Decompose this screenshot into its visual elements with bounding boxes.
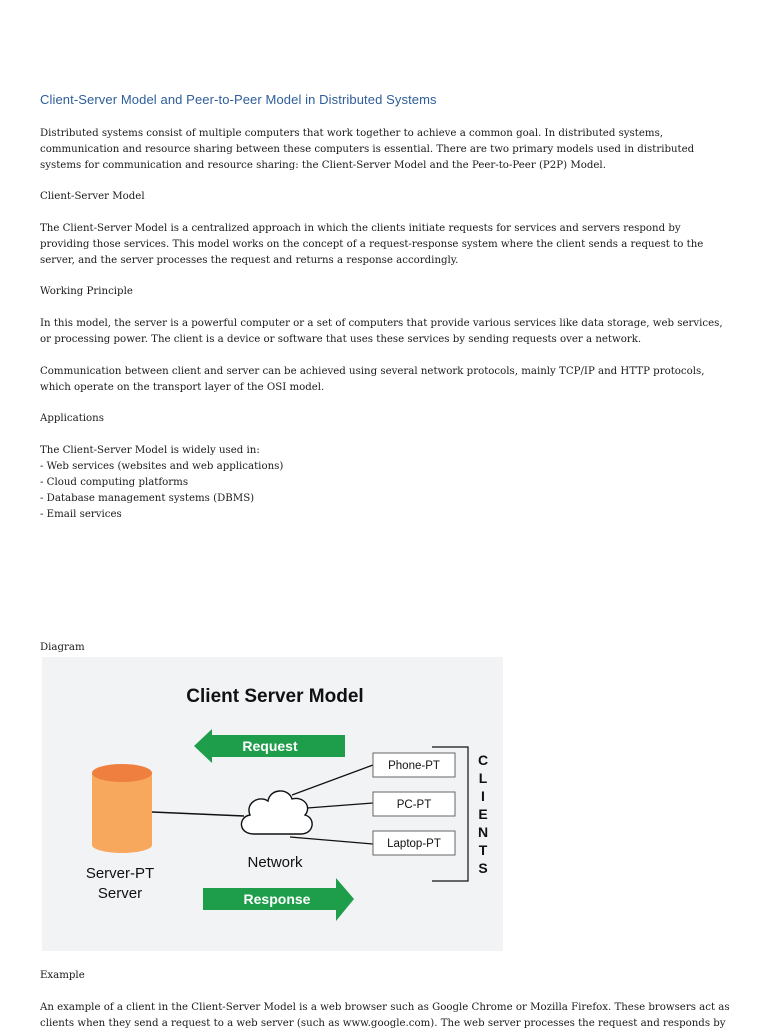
clients-letter: L (478, 770, 488, 786)
diagram-canvas (42, 657, 503, 951)
server-cylinder-top (92, 764, 152, 782)
section-heading-client-server: Client-Server Model (40, 191, 145, 202)
server-label-line1: Server-PT (85, 865, 155, 882)
clients-vertical-label (478, 752, 488, 876)
server-label-line2: Server (97, 885, 143, 902)
applications-intro: The Client-Server Model is widely used in: (40, 445, 260, 456)
clients-letter: N (477, 824, 489, 840)
client-label-phone: Phone-PT (388, 760, 440, 772)
intro-paragraph: Distributed systems consist of multiple computers that work together to achieve a common goal. In distributed systems, communication and resource sharing between these computers is essential. There are two primary models used in distributed systems for communication and resource sharing: the Client-Server Model and the Peer-to-Peer (P2P) Model. (40, 128, 695, 171)
list-item: - Email services (40, 509, 122, 520)
clients-letter: I (481, 788, 485, 804)
list-item: - Web services (websites and web applications) (40, 461, 284, 472)
section-heading-applications: Applications (40, 413, 104, 424)
working-paragraph-2: Communication between client and server can be achieved using several network protocols, mainly TCP/IP and HTTP protocols, which operate on the transport layer of the OSI model. (40, 366, 705, 393)
client-label-pc: PC-PT (396, 799, 432, 811)
client-label-laptop: Laptop-PT (387, 838, 441, 850)
clients-letter: C (477, 752, 489, 768)
client-server-diagram (42, 657, 503, 951)
applications-list (40, 459, 283, 523)
diagram-title: Client Server Model (186, 686, 364, 707)
clients-letter: T (478, 842, 488, 858)
server-cylinder-body (92, 773, 152, 853)
client-server-description: The Client-Server Model is a centralized approach in which the clients initiate requests for services and servers respond by providing those services. This model works on the concept of a request-response system where the client sends a request to the server, and the server processes the request and returns a response accordingly. (40, 223, 704, 266)
document-title: Client-Server Model and Peer-to-Peer Model in Distributed Systems (40, 92, 437, 107)
working-paragraph-1: In this model, the server is a powerful computer or a set of computers that provide various services like data storage, web services, or processing power. The client is a device or software that uses these services by sending requests over a network. (40, 318, 723, 345)
clients-letter: S (478, 860, 488, 876)
clients-letter: E (478, 806, 488, 822)
section-heading-example: Example (40, 970, 85, 981)
network-label: Network (247, 854, 303, 871)
example-paragraph: An example of a client in the Client-Server Model is a web browser such as Google Chrome or Mozilla Firefox. These browsers act as clients when they send a request to a web server (such as www.google.com). The web server processes the request and responds by (40, 1002, 730, 1029)
response-label: Response (243, 891, 311, 907)
list-item: - Database management systems (DBMS) (40, 493, 255, 504)
request-label: Request (242, 738, 298, 754)
section-heading-working-principle: Working Principle (40, 286, 133, 297)
list-item: - Cloud computing platforms (40, 477, 189, 488)
section-heading-diagram: Diagram (40, 642, 85, 653)
